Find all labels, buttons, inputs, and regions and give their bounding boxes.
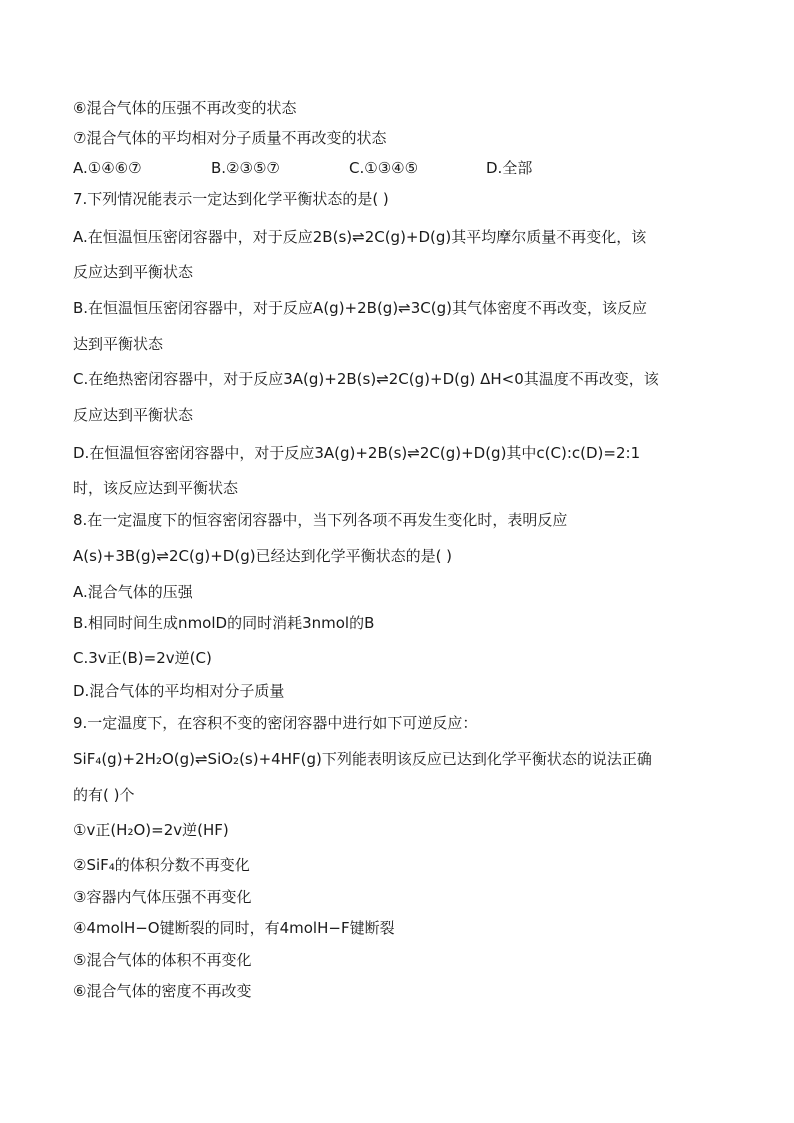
q8-option-c: C.3v正(B)=2v逆(C) bbox=[73, 649, 212, 667]
q9-item-3: ③容器内气体压强不再变化 bbox=[73, 888, 252, 906]
q7-option-b-cont: 达到平衡状态 bbox=[73, 335, 164, 353]
q7-option-d-cont: 时，该反应达到平衡状态 bbox=[73, 479, 239, 497]
q7-stem: 7.下列情况能表示一定达到化学平衡状态的是( ) bbox=[73, 190, 389, 208]
q7-option-b: B.在恒温恒压密闭容器中，对于反应A(g)+2B(g)⇌3C(g)其气体密度不再改变，该反应 bbox=[73, 299, 647, 317]
q6-option-b: B.②③⑤⑦ bbox=[211, 159, 280, 177]
q7-option-c-cont: 反应达到平衡状态 bbox=[73, 406, 194, 424]
q7-option-d: D.在恒温恒容密闭容器中，对于反应3A(g)+2B(s)⇌2C(g)+D(g)其中c(C):c(D)=2:1 bbox=[73, 444, 641, 462]
q8-stem: 8.在一定温度下的恒容密闭容器中，当下列各项不再发生变化时，表明反应 bbox=[73, 511, 568, 529]
q9-stem: 9.一定温度下，在容积不变的密闭容器中进行如下可逆反应： bbox=[73, 714, 478, 732]
q7-option-a-cont: 反应达到平衡状态 bbox=[73, 263, 194, 281]
q7-option-a: A.在恒温恒压密闭容器中，对于反应2B(s)⇌2C(g)+D(g)其平均摩尔质量不再变化，该 bbox=[73, 228, 647, 246]
q8-option-b: B.相同时间生成nmolD的同时消耗3nmol的B bbox=[73, 614, 375, 632]
q9-item-5: ⑤混合气体的体积不再变化 bbox=[73, 951, 252, 969]
q8-stem-cont: A(s)+3B(g)⇌2C(g)+D(g)已经达到化学平衡状态的是( ) bbox=[73, 547, 453, 565]
q9-reaction: SiF₄(g)+2H₂O(g)⇌SiO₂(s)+4HF(g)下列能表明该反应已达到化学平衡状态的说法正确 bbox=[73, 750, 652, 768]
q9-item-6: ⑥混合气体的密度不再改变 bbox=[73, 982, 252, 1000]
q6-item-6: ⑥混合气体的压强不再改变的状态 bbox=[73, 99, 297, 117]
q8-option-d: D.混合气体的平均相对分子质量 bbox=[73, 682, 285, 700]
q6-option-c: C.①③④⑤ bbox=[349, 159, 419, 177]
q9-item-4: ④4molH−O键断裂的同时，有4molH−F键断裂 bbox=[73, 919, 395, 937]
q9-item-1: ①v正(H₂O)=2v逆(HF) bbox=[73, 821, 229, 839]
q6-option-d: D.全部 bbox=[486, 159, 533, 177]
q9-stem-cont: 的有( )个 bbox=[73, 786, 135, 804]
q8-option-a: A.混合气体的压强 bbox=[73, 583, 193, 601]
q7-option-c: C.在绝热密闭容器中，对于反应3A(g)+2B(s)⇌2C(g)+D(g) ΔH<0其温度不再改变，该 bbox=[73, 370, 659, 388]
q9-item-2: ②SiF₄的体积分数不再变化 bbox=[73, 856, 250, 874]
q6-option-a: A.①④⑥⑦ bbox=[73, 159, 142, 177]
q6-item-7: ⑦混合气体的平均相对分子质量不再改变的状态 bbox=[73, 129, 387, 147]
